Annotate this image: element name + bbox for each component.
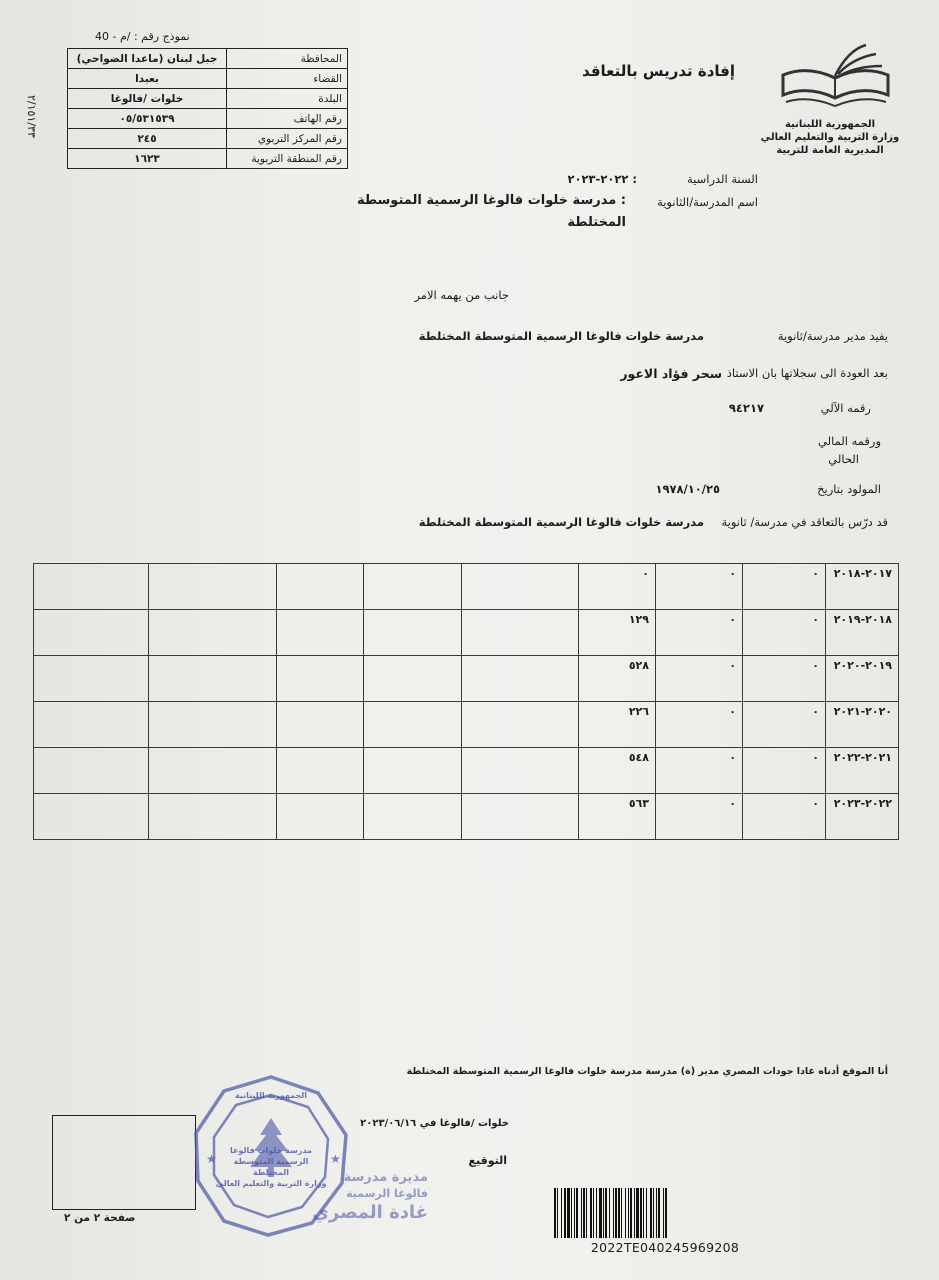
table-row [34,794,899,840]
hours-cell: ٠ [656,610,743,656]
barcode-number: 2022TE040245969208 [590,1240,740,1255]
table-cell [277,610,364,656]
salutation: جانب من يهمه الامر [414,288,509,302]
table-cell [462,610,579,656]
director-value: مدرسة خلوات فالوغا الرسمية المتوسطة المختلطة [418,329,704,343]
hours-cell: ٠ [656,748,743,794]
table-cell [364,564,462,610]
stamp-hand-line: فالوغا الرسمية [346,1187,428,1200]
financial-number-label-2: الحالي [828,452,859,466]
info-value: ٢٤٥ [68,129,227,149]
signature-label: التوقيع [468,1154,507,1167]
hours-cell: ٠ [656,702,743,748]
table-cell [34,610,149,656]
hours-cell: ١٢٩ [579,610,656,656]
barcode-icon [554,1188,776,1238]
ministry-line-2: وزارة التربية والتعليم العالي [760,132,900,143]
school-label: اسم المدرسة/الثانوية [657,195,758,209]
financial-number-label-1: ورقمه المالي [817,434,881,448]
hours-cell: ٥٦٣ [579,794,656,840]
year-cell: ٢٠٢٠-٢٠٢١ [826,702,899,748]
table-row [34,656,899,702]
records-label: بعد العودة الى سجلاتها بان الاستاذ [726,366,888,380]
info-row [68,89,348,109]
school-value-line2: المختلطة [567,215,626,230]
info-row [68,129,348,149]
table-cell [34,702,149,748]
stamp-handwriting [268,1170,428,1224]
table-cell [462,702,579,748]
info-value: بعبدا [68,69,227,89]
birth-date-value: ١٩٧٨/١٠/٢٥ [655,482,720,496]
stamp-text-line: المختلطة [252,1168,290,1177]
table-cell [364,748,462,794]
place-and-date: خلوات /فالوغا في ٢٠٢٣/٠٦/١٦ [360,1118,509,1129]
info-label: رقم المركز التربوي [227,129,348,149]
stamp-text-line: مدرسة خلوات فالوغا [229,1146,313,1155]
year-cell: ٢٠٢١-٢٠٢٢ [826,748,899,794]
handwritten-side-note: ٢/١٥١/٣٣ [25,95,38,138]
table-cell [149,748,277,794]
declaration-text: أنا الموقع أدناه غادا جودات المصري مدير (ة) مدرسة مدرسة خلوات فالوغا الرسمية المتوسطة المختلطة [406,1066,888,1077]
hours-cell: ٠ [743,610,826,656]
table-cell [34,656,149,702]
hours-cell: ٠ [743,702,826,748]
info-label: القضاء [227,69,348,89]
table-cell [462,794,579,840]
auto-number-value: ٩٤٢١٧ [728,401,764,415]
hours-cell: ٠ [743,656,826,702]
stamp-text-line: وزارة التربية والتعليم العالي [215,1179,327,1188]
table-row [34,748,899,794]
ministry-name [760,118,900,157]
table-cell [364,610,462,656]
svg-text:★: ★ [330,1152,341,1166]
info-value: جبل لبنان (ماعدا الضواحي) [68,49,227,69]
birth-date-label: المولود بتاريخ [817,482,881,496]
table-row [34,564,899,610]
hours-cell: ٠ [579,564,656,610]
year-cell: ٢٠٢٢-٢٠٢٣ [826,794,899,840]
table-row [34,610,899,656]
table-cell [149,564,277,610]
year-label: السنة الدراسية [686,172,758,186]
auto-number-label: رقمه الآلي [820,401,871,415]
table-cell [34,794,149,840]
info-row [68,109,348,129]
year-cell: ٢٠١٧-٢٠١٨ [826,564,899,610]
stamp-hand-line: غادة المصري [312,1202,428,1223]
table-cell [149,656,277,702]
ministry-line-3: المديرية العامة للتربية [776,145,884,156]
signature-box [52,1115,196,1210]
table-cell [462,656,579,702]
hours-cell: ٠ [656,564,743,610]
ministry-book-logo-icon [778,40,893,110]
hours-cell: ٠ [743,564,826,610]
table-cell [462,748,579,794]
info-label: المحافظة [227,49,348,69]
year-value: : ٢٠٢٢-٢٠٢٣ [567,172,637,186]
stamp-hand-line: مديرة مدرسة [343,1170,428,1185]
hours-cell: ٢٢٦ [579,702,656,748]
info-label: رقم المنطقة التربوية [227,149,348,169]
page-number: صفحة ٢ من ٢ [64,1212,136,1224]
table-cell [149,702,277,748]
table-cell [277,564,364,610]
school-info-table [67,48,348,169]
table-row [34,702,899,748]
school-value-line1: : مدرسة خلوات فالوغا الرسمية المتوسطة [356,193,626,208]
table-cell [277,702,364,748]
info-value: ٠٥/٥٣١٥٣٩ [68,109,227,129]
info-label: رقم الهاتف [227,109,348,129]
hours-cell: ٠ [656,794,743,840]
table-cell [34,748,149,794]
table-cell [149,610,277,656]
table-cell [149,794,277,840]
table-cell [34,564,149,610]
teacher-name: سحر فؤاد الاعور [620,366,722,381]
info-value: خلوات /فالوغا [68,89,227,109]
taught-label: قد درّس بالتعاقد في مدرسة/ ثانوية [721,515,888,529]
director-label: يفيد مدير مدرسة/ثانوية [777,329,888,343]
teaching-hours-table [33,563,899,840]
table-cell [462,564,579,610]
hours-cell: ٥٤٨ [579,748,656,794]
hours-cell: ٠ [656,656,743,702]
info-row [68,49,348,69]
ministry-line-1: الجمهورية اللبنانية [784,119,876,130]
table-cell [277,794,364,840]
stamp-text-line: الجمهورية اللبنانية [234,1091,308,1100]
table-cell [364,656,462,702]
table-cell [364,794,462,840]
info-label: البلدة [227,89,348,109]
info-value: ١٦٢٣ [68,149,227,169]
table-cell [277,748,364,794]
year-cell: ٢٠١٩-٢٠٢٠ [826,656,899,702]
table-cell [277,656,364,702]
model-number: نموذج رقم : /م - 40 [95,30,190,43]
stamp-text-line: الرسمية المتوسطة [233,1157,309,1166]
svg-text:★: ★ [206,1152,217,1166]
hours-cell: ٥٢٨ [579,656,656,702]
hours-cell: ٠ [743,794,826,840]
table-cell [364,702,462,748]
taught-value: مدرسة خلوات فالوغا الرسمية المتوسطة المختلطة [418,515,704,529]
info-row [68,149,348,169]
year-cell: ٢٠١٨-٢٠١٩ [826,610,899,656]
hours-cell: ٠ [743,748,826,794]
info-row [68,69,348,89]
document-title: إفادة تدريس بالتعاقد [582,62,735,80]
